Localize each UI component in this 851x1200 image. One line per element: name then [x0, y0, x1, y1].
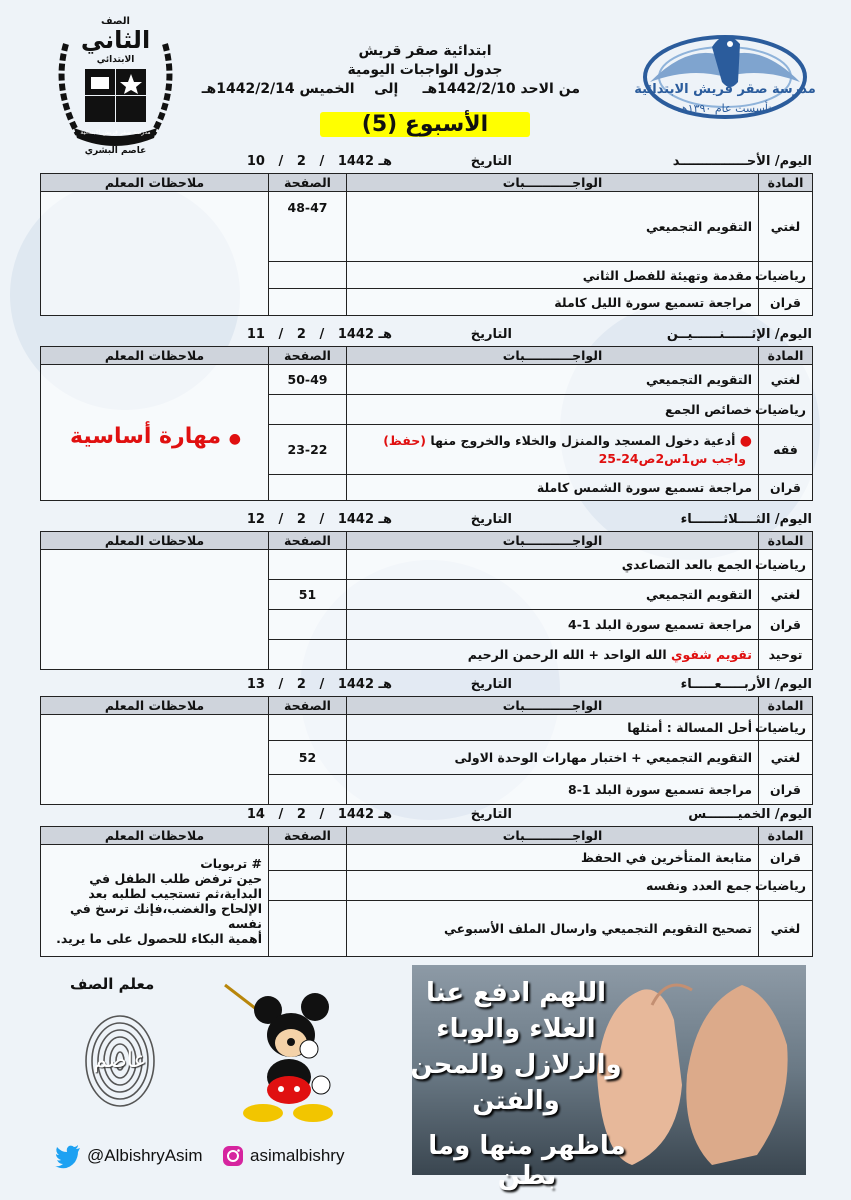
- day-date: 13 / 2 / 1442 هـ: [246, 677, 392, 692]
- task-cell: التقويم التجميعي + اختبار مهارات الوحدة الاولى: [347, 741, 759, 775]
- page-cell: [269, 610, 347, 640]
- twitter-text: @AlbishryAsim: [87, 1146, 203, 1165]
- class-word: الصف: [101, 16, 130, 27]
- day-date: 11 / 2 / 1442 هـ: [246, 327, 392, 342]
- subject-cell: توحيد: [759, 640, 813, 670]
- date-range: من الاحد 1442/2/10هـ إلى الخميس 1442/2/14هـ: [201, 81, 580, 97]
- tarbawiyat-text-2: أهمية البكاء للحصول على ما يريد.: [56, 930, 262, 946]
- header-page: الصفحة: [269, 697, 347, 715]
- homework-table: [40, 696, 813, 805]
- subject-cell: قران: [759, 289, 813, 316]
- page-cell: [269, 845, 347, 871]
- subject-cell: فقه: [759, 425, 813, 475]
- page-cell: [269, 871, 347, 901]
- notes-cell: [41, 550, 269, 670]
- day-name: اليوم/ الأحـــــــــــــــد: [672, 154, 812, 169]
- dua-line: والفتن: [472, 1086, 560, 1116]
- header-page: الصفحة: [269, 347, 347, 365]
- day-name: اليوم/ الخميـــــــس: [688, 807, 812, 822]
- task-cell: التقويم التجميعي: [347, 365, 759, 395]
- header-subject: المادة: [759, 697, 813, 715]
- day-date: 14 / 2 / 1442 هـ: [246, 807, 392, 822]
- class-teacher-small: عاصم البشري: [84, 146, 147, 156]
- page-cell: [269, 550, 347, 580]
- twitter-icon: [55, 1145, 81, 1167]
- page-cell: [269, 775, 347, 805]
- header-subject: المادة: [759, 827, 813, 845]
- day-date: 10 / 2 / 1442 هـ: [246, 154, 392, 169]
- date-label: التاريخ: [470, 154, 512, 169]
- homework-table: [40, 173, 813, 316]
- basic-skill-text: مهارة أساسية: [70, 424, 222, 449]
- dua-last-line: ماظهر منها وما بطن: [428, 1131, 626, 1191]
- subject-cell: رياضيات: [759, 262, 813, 289]
- task-cell: [347, 425, 759, 475]
- subject-cell: رياضيات: [759, 871, 813, 901]
- subject-cell: لغتي: [759, 580, 813, 610]
- date-label: التاريخ: [470, 327, 512, 342]
- subject-cell: رياضيات: [759, 715, 813, 741]
- subject-cell: لغتي: [759, 741, 813, 775]
- class-ribbon: مدرسة صقر قريش الابتدائية: [80, 129, 151, 136]
- dua-text: [401, 975, 631, 1119]
- dua-line: اللهم ادفع عنا: [425, 978, 607, 1008]
- task-cell: مراجعة تسميع سورة الشمس كاملة: [347, 475, 759, 501]
- page-cell: 23-22: [269, 425, 347, 475]
- day-name: اليوم/ الإثــــــنــــــيــن: [666, 327, 812, 342]
- header-tasks: الواجـــــــــــبات: [347, 347, 759, 365]
- dua-line: الغلاء والوباء: [436, 1014, 596, 1044]
- task-cell: جمع العدد ونفسه: [347, 871, 759, 901]
- header-subject: المادة: [759, 174, 813, 192]
- table-row: [41, 365, 813, 395]
- table-row: [41, 845, 813, 871]
- task-cell: أحل المسالة : أمثلها: [347, 715, 759, 741]
- header-tasks: الواجـــــــــــبات: [347, 174, 759, 192]
- dua-image: [410, 965, 806, 1191]
- page-cell: 50-49: [269, 365, 347, 395]
- header-block: [201, 42, 580, 99]
- notes-cell: [41, 845, 269, 957]
- teacher-label: معلم الصف: [70, 975, 155, 993]
- day-line: [40, 807, 812, 825]
- week-title: الأسبوع (5): [320, 112, 530, 137]
- day-line: [40, 327, 812, 345]
- task-cell: مراجعة تسميع سورة البلد 1-4: [347, 610, 759, 640]
- date-label: التاريخ: [470, 677, 512, 692]
- date-label: التاريخ: [470, 807, 512, 822]
- cartoon-mouse-icon: [225, 985, 355, 1125]
- header-tasks: الواجـــــــــــبات: [347, 827, 759, 845]
- class-logo: [48, 14, 183, 160]
- school-logo: [630, 22, 820, 142]
- page-cell: [269, 715, 347, 741]
- page-cell: [269, 901, 347, 957]
- page-cell: [269, 289, 347, 316]
- task-cell: مراجعة تسميع سورة البلد 1-8: [347, 775, 759, 805]
- subject-cell: قران: [759, 845, 813, 871]
- page-cell: 52: [269, 741, 347, 775]
- task-cell: متابعة المتأخرين في الحفظ: [347, 845, 759, 871]
- table-row: [41, 715, 813, 741]
- page-cell: [269, 262, 347, 289]
- school-logo-established: تأسست عام ١٣٩٠هـ: [678, 102, 772, 115]
- subject-cell: لغتي: [759, 365, 813, 395]
- task-text: الله الواحد + الله الرحمن الرحيم: [467, 647, 667, 662]
- page-cell: [269, 640, 347, 670]
- schedule-title: جدول الواجبات اليومية: [347, 62, 503, 78]
- date-label: التاريخ: [470, 512, 512, 527]
- table-row: [41, 192, 813, 262]
- notes-cell: [41, 715, 269, 805]
- header-subject: المادة: [759, 532, 813, 550]
- day-date: 12 / 2 / 1442 هـ: [246, 512, 392, 527]
- task-cell: التقويم التجميعي: [347, 580, 759, 610]
- task-cell: التقويم التجميعي: [347, 192, 759, 262]
- day-line: [40, 154, 812, 172]
- subject-cell: قران: [759, 610, 813, 640]
- day-name: اليوم/ الأربـــــعـــــاء: [680, 677, 812, 692]
- header-notes: ملاحظات المعلم: [41, 697, 269, 715]
- homework-table: [40, 826, 813, 957]
- header-page: الصفحة: [269, 827, 347, 845]
- task-highlight: (حفظ): [383, 433, 427, 448]
- task-highlight: تقويم شفوي: [671, 647, 752, 662]
- page-cell: [269, 475, 347, 501]
- header-subject: المادة: [759, 347, 813, 365]
- tarbawiyat-text: حين ترفض طلب الطفل في البداية،ثم تستجيب لطلبه بعد الإلحاح والغضب،فإنك ترسخ في نفسه: [70, 870, 262, 931]
- day-line: [40, 677, 812, 695]
- header-notes: ملاحظات المعلم: [41, 174, 269, 192]
- instagram-text: asimalbishry: [250, 1146, 345, 1165]
- bullet-icon: ●: [228, 431, 242, 447]
- notes-cell: [41, 192, 269, 316]
- header-page: الصفحة: [269, 532, 347, 550]
- twitter-handle[interactable]: [55, 1145, 203, 1167]
- page-cell: 48-47: [269, 192, 347, 262]
- bullet-icon: ●: [739, 433, 752, 449]
- header-notes: ملاحظات المعلم: [41, 532, 269, 550]
- class-level: الابتدائي: [96, 55, 135, 65]
- class-grade: الثاني: [80, 26, 151, 54]
- fingerprint-signature: [82, 1012, 158, 1110]
- subject-cell: رياضيات: [759, 550, 813, 580]
- day-line: [40, 512, 812, 530]
- task-cell: مراجعة تسميع سورة الليل كاملة: [347, 289, 759, 316]
- subject-cell: رياضيات: [759, 395, 813, 425]
- page-cell: [269, 395, 347, 425]
- basic-skill-note: [70, 424, 241, 449]
- task-cell: خصائص الجمع: [347, 395, 759, 425]
- tarbawiyat-title: # تربويات: [200, 855, 262, 871]
- signature-text: عاصم: [93, 1048, 147, 1073]
- task-cell: مقدمة وتهيئة للفصل الثاني: [347, 262, 759, 289]
- instagram-icon: [222, 1145, 244, 1167]
- task-text: أدعية دخول المسجد والمنزل والخلاء والخروج منها: [430, 433, 736, 448]
- subject-cell: لغتي: [759, 901, 813, 957]
- school-line: ابتدائية صقر قريش: [358, 43, 492, 59]
- table-row: [41, 550, 813, 580]
- header-page: الصفحة: [269, 174, 347, 192]
- subject-cell: قران: [759, 475, 813, 501]
- header-tasks: الواجـــــــــــبات: [347, 532, 759, 550]
- header-notes: ملاحظات المعلم: [41, 347, 269, 365]
- header-tasks: الواجـــــــــــبات: [347, 697, 759, 715]
- subject-cell: قران: [759, 775, 813, 805]
- subject-cell: لغتي: [759, 192, 813, 262]
- task-cell: تصحيح التقويم التجميعي وارسال الملف الأسبوعي: [347, 901, 759, 957]
- instagram-handle[interactable]: [222, 1145, 344, 1167]
- task-cell: الجمع بالعد التصاعدي: [347, 550, 759, 580]
- school-logo-name: مدرسة صقر قريش الابتدائية: [634, 82, 816, 97]
- dua-line: والزلازل والمحن: [410, 1050, 622, 1080]
- cartoon-mouse: [225, 985, 355, 1125]
- header-notes: ملاحظات المعلم: [41, 827, 269, 845]
- day-name: اليوم/ الثــــلاثـــــــاء: [680, 512, 812, 527]
- task-text-2: واجب س1س2ص24-25: [598, 451, 746, 466]
- page-cell: 51: [269, 580, 347, 610]
- task-cell: [347, 640, 759, 670]
- homework-table: [40, 531, 813, 670]
